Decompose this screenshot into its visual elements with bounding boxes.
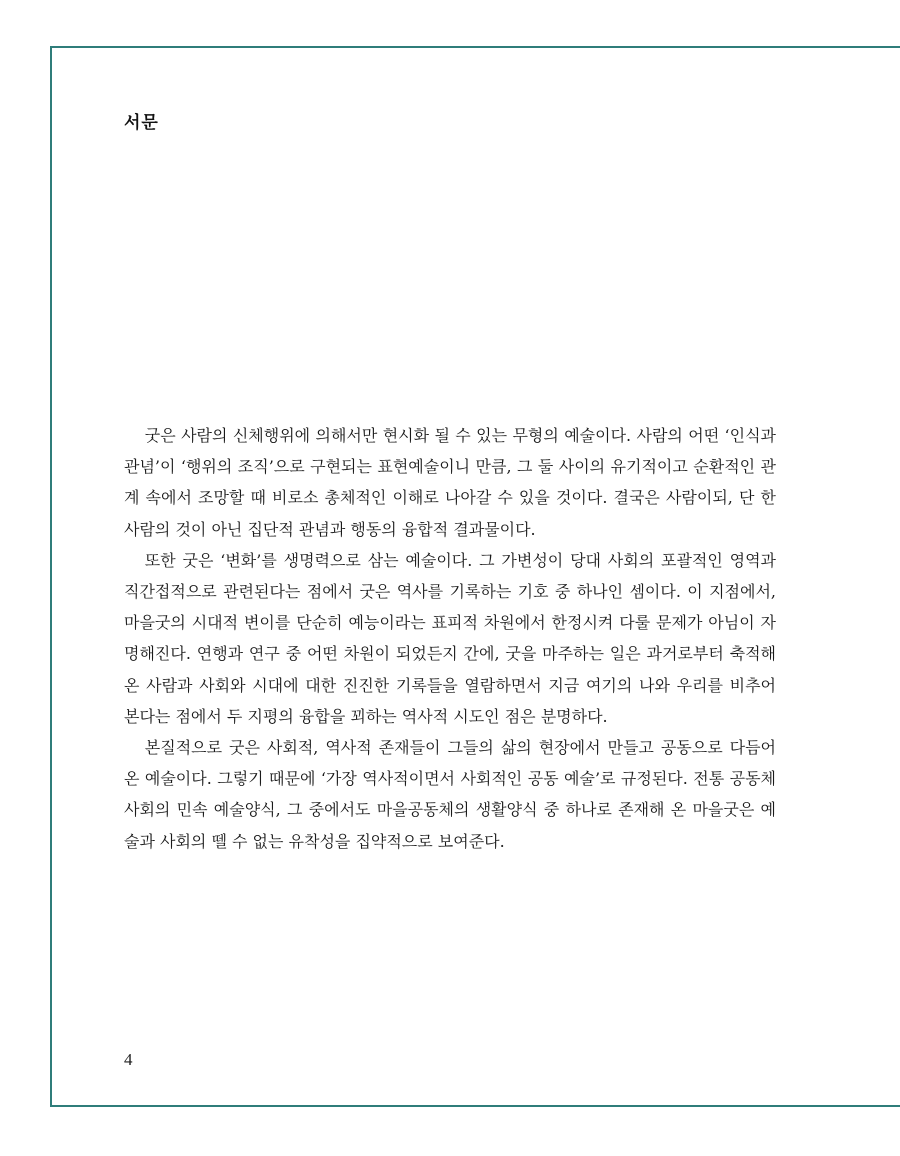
- page-heading: 서문: [124, 113, 159, 133]
- paragraph-1: 굿은 사람의 신체행위에 의해서만 현시화 될 수 있는 무형의 예술이다. 사람의 어떤 ‘인식과 관념’이 ‘행위의 조직’으로 구현되는 표현예술이니 만큼, 그 둘 사이의 유기적이고 순환적인 관계 속에서 조망할 때 비로소 총체적인 이해로 나아갈 수 있을 것이다. 결국은 사람이되, 단 한 사람의 것이 아닌 집단적 관념과 행동의 융합적 결과물이다.: [124, 426, 776, 539]
- body-text: [124, 420, 776, 857]
- page-number: 4: [124, 1050, 133, 1069]
- paragraph-3: 본질적으로 굿은 사회적, 역사적 존재들이 그들의 삶의 현장에서 만들고 공동으로 다듬어 온 예술이다. 그렇기 때문에 ‘가장 역사적이면서 사회적인 공동 예술’로 규정된다. 전통 공동체사회의 민속 예술양식, 그 중에서도 마을공동체의 생활양식 중 하나로 존재해 온 마을굿은 예술과 사회의 뗄 수 없는 유착성을 집약적으로 보여준다.: [124, 738, 776, 851]
- paragraph-2: 또한 굿은 ‘변화’를 생명력으로 삼는 예술이다. 그 가변성이 당대 사회의 포괄적인 영역과 직간접적으로 관련된다는 점에서 굿은 역사를 기록하는 기호 중 하나인 셈이다. 이 지점에서, 마을굿의 시대적 변이를 단순히 예능이라는 표피적 차원에서 한정시켜 다룰 문제가 아님이 자명해진다. 연행과 연구 중 어떤 차원이 되었든지 간에, 굿을 마주하는 일은 과거로부터 축적해 온 사람과 사회와 시대에 대한 진진한 기록들을 열람하면서 지금 여기의 나와 우리를 비추어 본다는 점에서 두 지평의 융합을 꾀하는 역사적 시도인 점은 분명하다.: [124, 550, 776, 726]
